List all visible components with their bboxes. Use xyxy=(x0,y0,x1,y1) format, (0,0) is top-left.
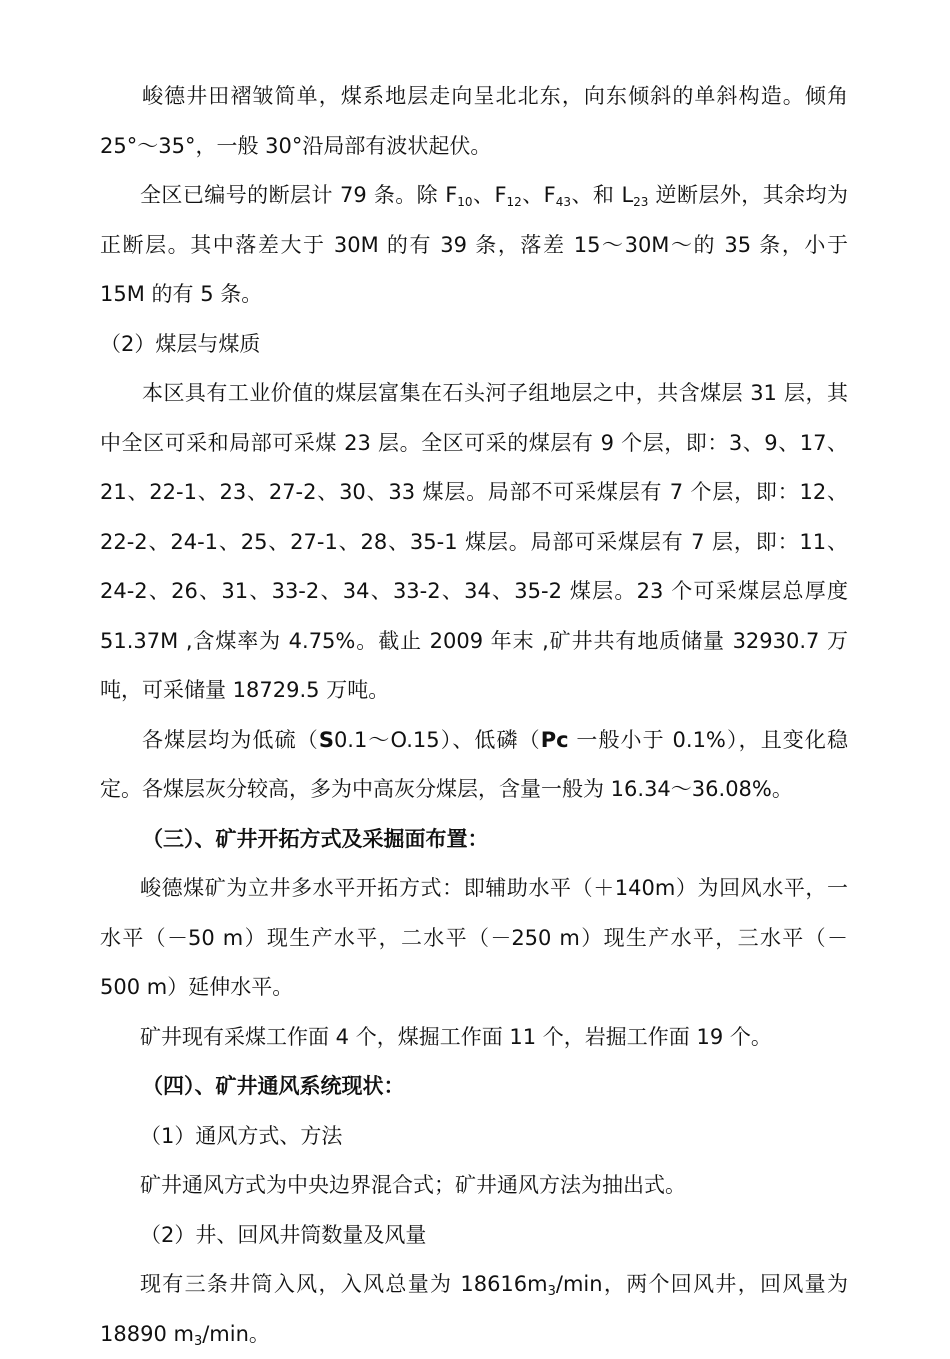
unit-subscript-return: 3 xyxy=(193,1333,203,1349)
paragraph-faults: 全区已编号的断层计 79 条。除 $F_{10}$、$F_{12}$、$F_{43}$、和 $L_{23}$ 逆断层外，其余均为正断层。其中落差大于 30M 的有 39 条，落差 15～30M～的 35 条，小于 15M 的有 5 条。 xyxy=(100,183,848,306)
fault-subscript-f12: 12 xyxy=(506,195,522,209)
subheading-shafts: （2）井、回风井筒数量及风量 xyxy=(140,1222,427,1247)
unit-subscript-intake: 3 xyxy=(547,1284,556,1299)
paragraph-airflow: 现有三条井筒入风，入风总量为 $18616m_3/\min$，两个回风井，回风量为 18890 $m_3/\min$。 xyxy=(100,1272,848,1349)
paragraph-fold-structure: 峻德井田褶皱简单，煤系地层走向呈北北东，向东倾斜的单斜构造。倾角25°～35°，一般 30°沿局部有波状起伏。 xyxy=(100,84,848,158)
fault-subscript-f43: 43 xyxy=(555,195,572,209)
section-heading-development: （三）、矿井开拓方式及采掘面布置： xyxy=(142,826,489,851)
sulfur-symbol: S xyxy=(318,727,334,752)
section-heading-ventilation: （四）、矿井通风系统现状： xyxy=(142,1074,405,1098)
paragraph-coal-quality: 各煤层均为低硫（S0.1～O.15）、低磷（Pc 一般小于 0.1%），且变化稳定。各煤层灰分较高，多为中高灰分煤层，含量一般为 16.34～36.08%。 xyxy=(100,727,848,801)
document-page xyxy=(100,72,848,1359)
paragraph-development-method: 峻德煤矿为立井多水平开拓方式：即辅助水平（＋140m）为回风水平，一水平（－50 m）现生产水平，二水平（－250 m）现生产水平，三水平（－500 m）延伸水平。 xyxy=(100,876,848,999)
paragraph-working-faces: 矿井现有采煤工作面 4 个，煤掘工作面 11 个，岩掘工作面 19 个。 xyxy=(140,1024,772,1049)
subheading-coal-seams: （2）煤层与煤质 xyxy=(100,331,261,356)
subheading-ventilation-method: （1）通风方式、方法 xyxy=(140,1123,343,1148)
fault-subscript-l23: 23 xyxy=(633,195,649,209)
paragraph-ventilation-method: 矿井通风方式为中央边界混合式；矿井通风方法为抽出式。 xyxy=(140,1173,686,1197)
phosphorus-symbol: Pc xyxy=(540,727,569,752)
fault-subscript-f10: 10 xyxy=(457,195,473,209)
paragraph-coal-seams: 本区具有工业价值的煤层富集在石头河子组地层之中，共含煤层 31 层，其中全区可采和局部可采煤 23 层。全区可采的煤层有 9 个层，即：3、9、17、21、22-1、23、27-2、30、33 煤层。局部不可采煤层有 7 个层，即：12、22-2、24-1、25、27-1、28、35-1 煤层。局部可采煤层有 7 层，即：11、24-2、26、31、33-2、34、33-2、34、35-2 煤层。23 个可采煤层总厚度 51.37M ,含煤率为 4.75%。截止 2009 年末 ,矿井共有地质储量 32930.7 万吨，可采储量 18729.5 万吨。 xyxy=(100,381,848,702)
